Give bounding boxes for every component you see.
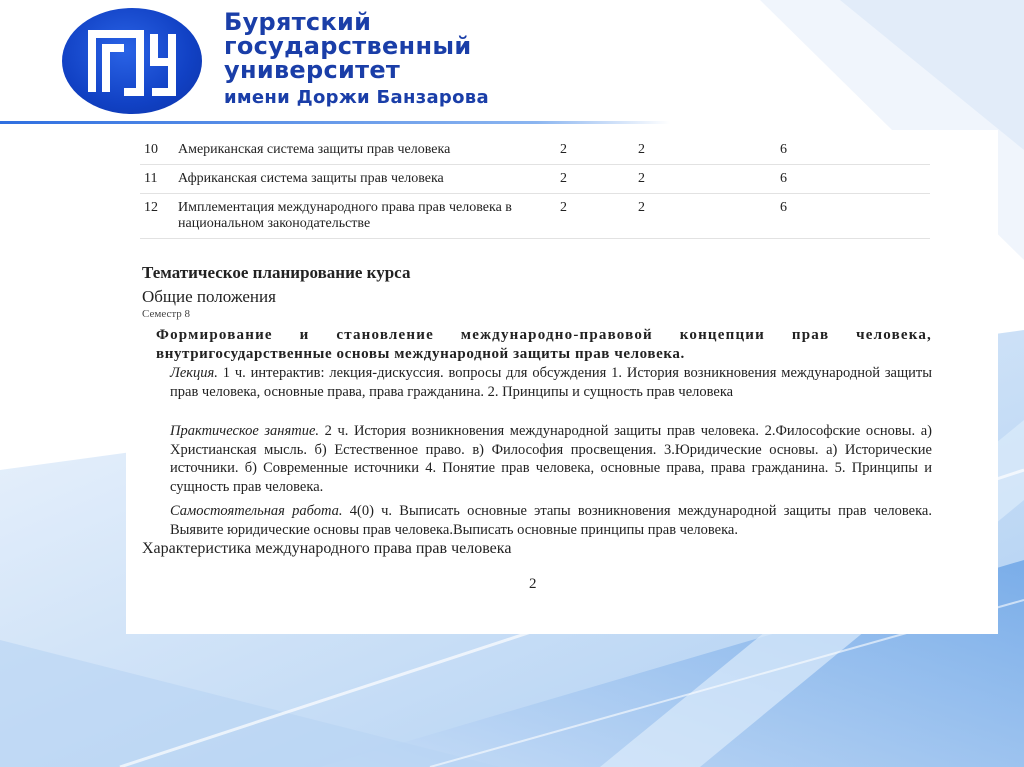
row-value: 2 [556,194,634,239]
practice-text: 2 ч. История возникновения международной защиты прав человека. 2.Философские основы. а) Христианская мысль. б) Естественное право. в) Философия просвещения. 3.Юридические основы. а) Исторические источники. б) Современные источники 4. Понятие прав человека, основные права, права гражданина. 5. Принципы и сущность прав человека. [170,423,932,495]
university-name-line2: государственный [224,32,472,60]
table-row [140,165,930,194]
university-name [224,10,489,111]
self-study-paragraph [170,502,932,539]
row-title: Имплементация международного права прав человека в национальном законодательстве [174,194,556,239]
row-value: 2 [556,136,634,165]
row-title: Африканская система защиты прав человека [174,165,556,194]
practice-label: Практическое занятие. [170,423,320,439]
row-value: 6 [776,194,930,239]
page-number: 2 [529,576,537,592]
row-number: 12 [140,194,174,239]
row-value: 6 [776,136,930,165]
table-row [140,194,930,239]
university-name-line4: имени Доржи Банзарова [224,87,489,108]
course-heading: Тематическое планирование курса [142,263,411,282]
self-study-text: 4(0) ч. Выписать основные этапы возникновения международной защиты прав человека. Выявите юридические основы прав человека.Выписать основные принципы прав человека. [170,503,932,538]
lecture-label: Лекция. [170,365,218,381]
table-row [140,136,930,165]
header-divider [0,121,670,124]
row-title: Американская система защиты прав человека [174,136,556,165]
row-number: 11 [140,165,174,194]
header [0,0,1024,126]
semester-label: Семестр 8 [142,308,191,320]
university-name-line1: Бурятский [224,8,372,36]
topic-title [156,326,932,364]
next-section-heading: Характеристика международного права прав человека [142,540,512,557]
row-value: 6 [776,165,930,194]
lecture-text: 1 ч. интерактив: лекция-дискуссия. вопросы для обсуждения 1. История возникновения международной защиты прав человека, основные права, права гражданина. 2. Принципы и сущность прав человека [170,365,932,400]
row-value: 2 [634,194,776,239]
course-table [140,136,930,239]
university-logo [62,8,202,114]
general-heading: Общие положения [142,287,276,306]
row-value: 2 [556,165,634,194]
self-study-label: Самостоятельная работа. [170,503,343,519]
topic-title-line2: внутригосударственные основы международной защиты прав человека. [156,346,685,362]
row-number: 10 [140,136,174,165]
lecture-paragraph [170,364,932,401]
university-name-line3: университет [224,56,401,84]
row-value: 2 [634,165,776,194]
topic-title-line1: Формирование и становление международно-правовой концепции прав человека, [156,327,932,343]
logo-mark-icon [62,8,202,114]
practice-paragraph [170,422,932,496]
document-page [126,130,998,634]
row-value: 2 [634,136,776,165]
